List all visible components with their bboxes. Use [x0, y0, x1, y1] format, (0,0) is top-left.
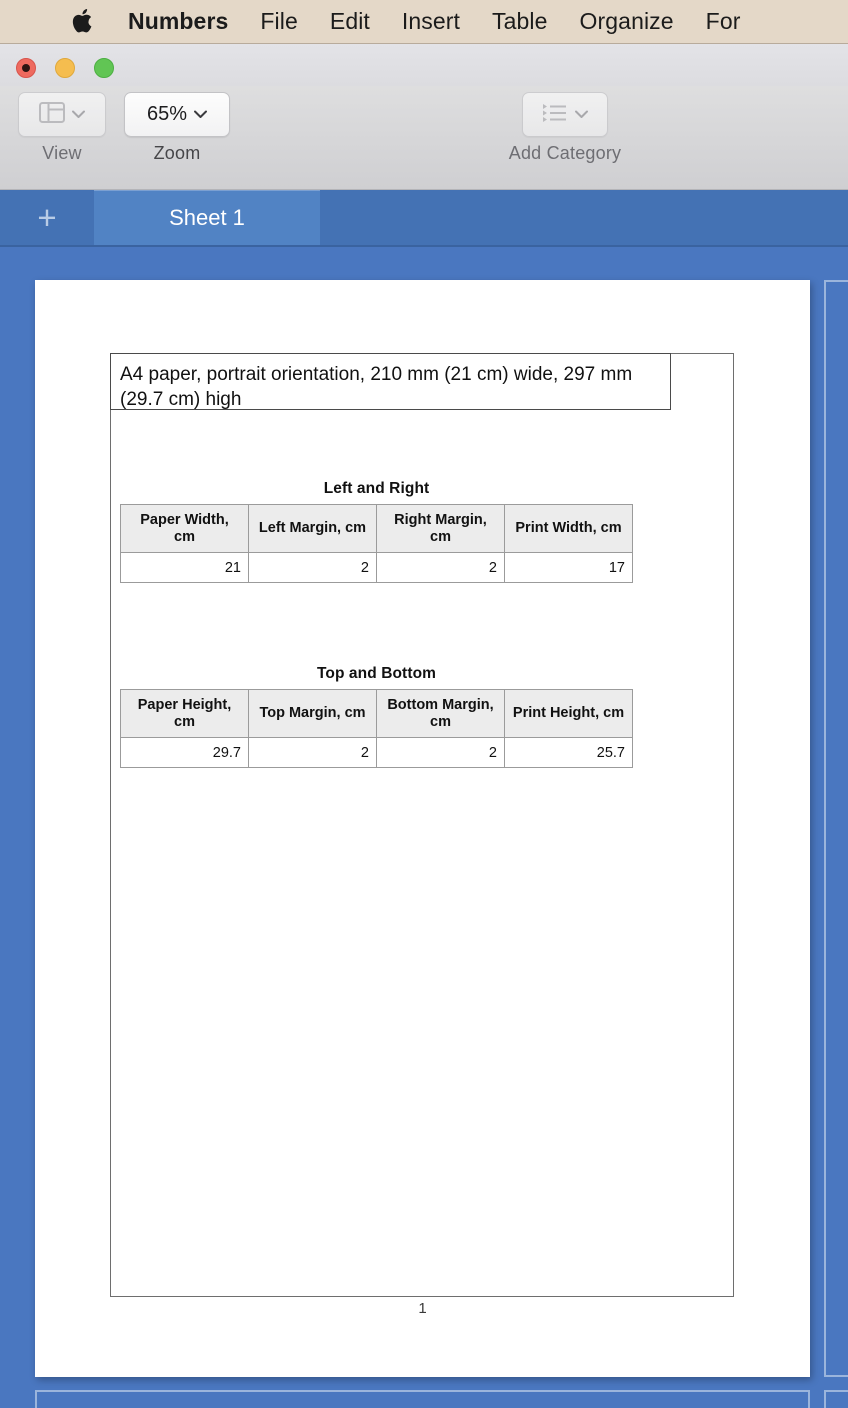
column-header-bottom-margin[interactable]: Bottom Margin, cm: [377, 690, 505, 738]
view-button[interactable]: [18, 92, 106, 137]
column-header-print-width[interactable]: Print Width, cm: [505, 505, 633, 553]
view-chevron-down-icon: [72, 106, 85, 124]
table-row: [121, 738, 633, 768]
window-titlebar: [0, 44, 848, 86]
cell-left-margin[interactable]: 2: [249, 553, 377, 583]
column-header-paper-width[interactable]: Paper Width, cm: [121, 505, 249, 553]
category-list-icon: [542, 102, 568, 128]
view-tool-label: View: [42, 143, 82, 163]
zoom-button[interactable]: [124, 92, 230, 137]
close-window-button[interactable]: [16, 58, 36, 78]
menu-item-edit[interactable]: Edit: [329, 8, 370, 34]
apple-logo-icon[interactable]: [70, 6, 98, 36]
menu-item-numbers[interactable]: Numbers: [128, 8, 229, 34]
sheet-tab-bar: [0, 190, 848, 247]
panel-layout-icon: [39, 102, 65, 128]
menu-item-format[interactable]: For: [705, 8, 741, 34]
table-left-and-right-grid[interactable]: [120, 504, 633, 583]
column-header-top-margin[interactable]: Top Margin, cm: [249, 690, 377, 738]
table-row: [121, 553, 633, 583]
textbox-a4-description[interactable]: A4 paper, portrait orientation, 210 mm (21 cm) wide, 297 mm (29.7 cm) high: [110, 353, 671, 410]
document-canvas[interactable]: [0, 247, 848, 1408]
view-tool-group: [18, 92, 106, 164]
add-category-tool-group: [490, 92, 640, 164]
table-top-and-bottom[interactable]: [120, 665, 633, 768]
cell-paper-width[interactable]: 21: [121, 553, 249, 583]
cell-top-margin[interactable]: 2: [249, 738, 377, 768]
page-placeholder-right: [824, 280, 848, 1377]
page-placeholder-below: [35, 1390, 810, 1408]
table-title-left-and-right: Left and Right: [323, 480, 430, 497]
add-category-tool-label: Add Category: [508, 143, 622, 163]
table-title-top-and-bottom: Top and Bottom: [316, 665, 437, 682]
add-category-chevron-down-icon: [575, 106, 588, 124]
maximize-window-button[interactable]: [94, 58, 114, 78]
numbers-window: [0, 44, 848, 1408]
zoom-tool-group: [124, 92, 230, 164]
column-header-left-margin[interactable]: Left Margin, cm: [249, 505, 377, 553]
macos-menu-bar: [0, 0, 848, 44]
traffic-light-group: [16, 58, 114, 78]
column-header-print-height[interactable]: Print Height, cm: [505, 690, 633, 738]
table-header-row: [121, 690, 633, 738]
sheet-tab-sheet-1[interactable]: Sheet 1: [94, 190, 320, 245]
add-sheet-button[interactable]: +: [37, 198, 57, 236]
zoom-level-value: 65%: [146, 103, 188, 125]
menu-item-file[interactable]: File: [260, 8, 298, 34]
cell-paper-height[interactable]: 29.7: [121, 738, 249, 768]
menu-item-table[interactable]: Table: [492, 8, 548, 34]
add-category-button[interactable]: [522, 92, 608, 137]
cell-right-margin[interactable]: 2: [377, 553, 505, 583]
cell-bottom-margin[interactable]: 2: [377, 738, 505, 768]
column-header-right-margin[interactable]: Right Margin, cm: [377, 505, 505, 553]
zoom-chevron-down-icon: [194, 106, 207, 124]
minimize-window-button[interactable]: [55, 58, 75, 78]
document-page-1[interactable]: [35, 280, 810, 1377]
main-toolbar: [0, 86, 848, 190]
zoom-tool-label: Zoom: [153, 143, 201, 163]
cell-print-width[interactable]: 17: [505, 553, 633, 583]
page-number-footer: 1: [418, 1300, 427, 1317]
table-header-row: [121, 505, 633, 553]
table-left-and-right[interactable]: [120, 480, 633, 583]
page-placeholder-below-right: [824, 1390, 848, 1408]
table-top-and-bottom-grid[interactable]: [120, 689, 633, 768]
menu-item-insert[interactable]: Insert: [401, 8, 461, 34]
menu-item-organize[interactable]: Organize: [579, 8, 674, 34]
cell-print-height[interactable]: 25.7: [505, 738, 633, 768]
column-header-paper-height[interactable]: Paper Height, cm: [121, 690, 249, 738]
